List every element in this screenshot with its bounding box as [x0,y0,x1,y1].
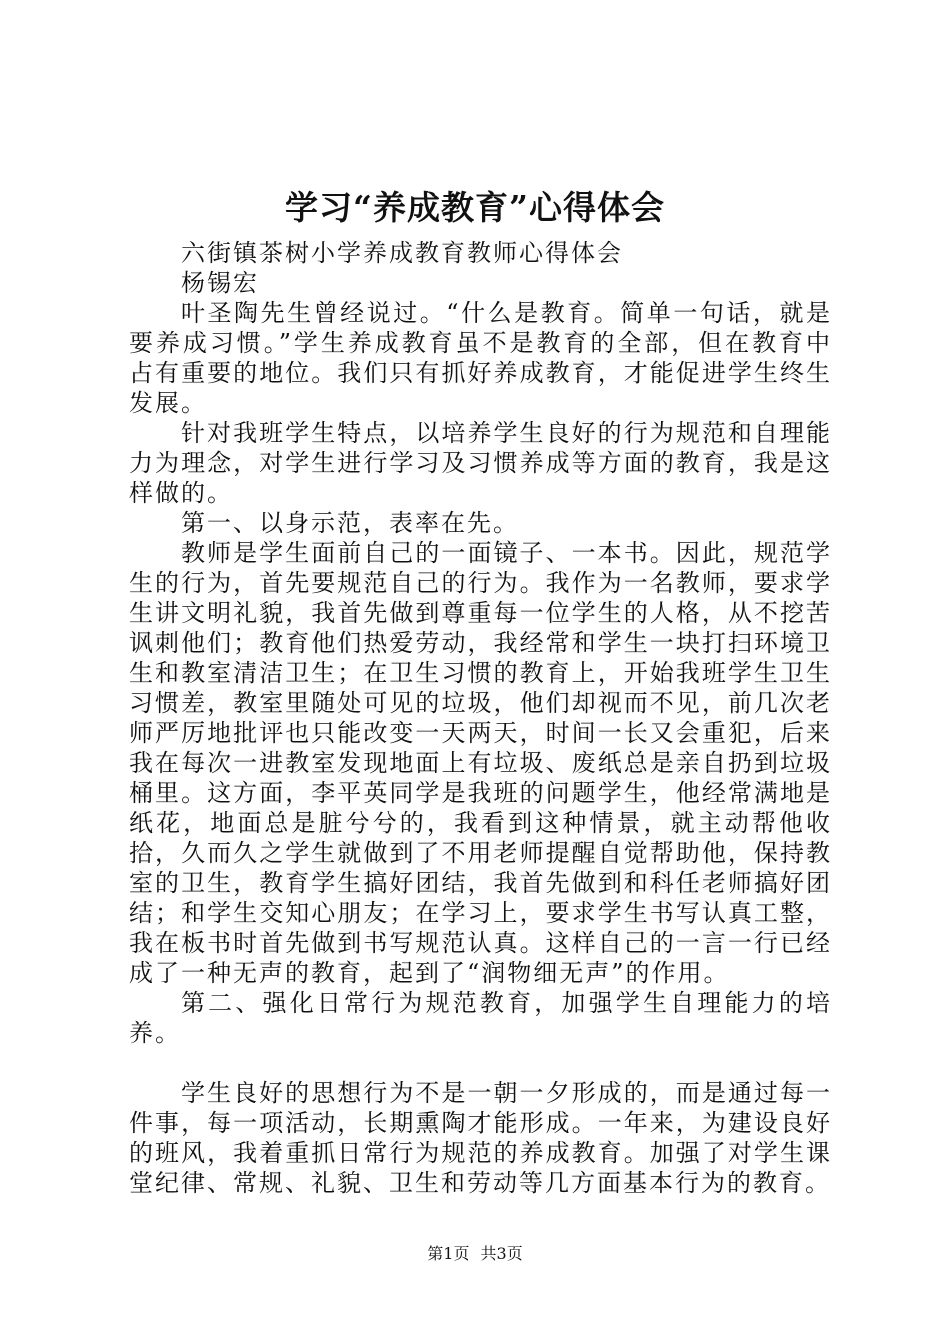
paragraph-approach: 针对我班学生特点，以培养学生良好的行为规范和自理能力为理念，对学生进行学习及习惯养成等方面的教育，我是这样做的。 [129,419,832,507]
subtitle-line: 六街镇茶树小学养成教育教师心得体会 [181,239,623,267]
paragraph-habits: 学生良好的思想行为不是一朝一夕形成的，而是通过每一件事，每一项活动，长期熏陶才能形成。一年来，为建设良好的班风，我着重抓日常行为规范的养成教育。加强了对学生课堂纪律、常规、礼貌、卫生和劳动等几方面基本行为的教育。 [129,1079,832,1197]
document-title: 学习“养成教育”心得体会 [285,188,665,227]
paragraph-gap [129,1048,832,1078]
page-footer [0,1244,950,1264]
section-heading-second: 第二、强化日常行为规范教育，加强学生自理能力的培养。 [129,989,832,1047]
section-heading-first: 第一、以身示范，表率在先。 [181,509,519,537]
page-number: 第1页 [427,1244,470,1263]
page-total: 共3页 [480,1244,523,1263]
document-body [129,238,832,1198]
paragraph-intro: 叶圣陶先生曾经说过。“什么是教育。简单一句话，就是要养成习惯。”学生养成教育虽不是教育的全部，但在教育中占有重要的地位。我们只有抓好养成教育，才能促进学生终生发展。 [129,299,832,417]
paragraph-example: 教师是学生面前自己的一面镜子、一本书。因此，规范学生的行为，首先要规范自己的行为。我作为一名教师，要求学生讲文明礼貌，我首先做到尊重每一位学生的人格，从不挖苦讽刺他们；教育他们热爱劳动，我经常和学生一块打扫环境卫生和教室清洁卫生；在卫生习惯的教育上，开始我班学生卫生习惯差，教室里随处可见的垃圾，他们却视而不见，前几次老师严厉地批评也只能改变一天两天，时间一长又会重犯，后来我在每次一进教室发现地面上有垃圾、废纸总是亲自扔到垃圾桶里。这方面，李平英同学是我班的问题学生，他经常满地是纸花，地面总是脏兮兮的，我看到这种情景，就主动帮他收拾，久而久之学生就做到了不用老师提醒自觉帮助他，保持教室的卫生，教育学生搞好团结，我首先做到和科任老师搞好团结；和学生交知心朋友；在学习上，要求学生书写认真工整，我在板书时首先做到书写规范认真。这样自己的一言一行已经成了一种无声的教育，起到了“润物细无声”的作用。 [129,539,832,987]
author-line: 杨锡宏 [181,269,259,297]
